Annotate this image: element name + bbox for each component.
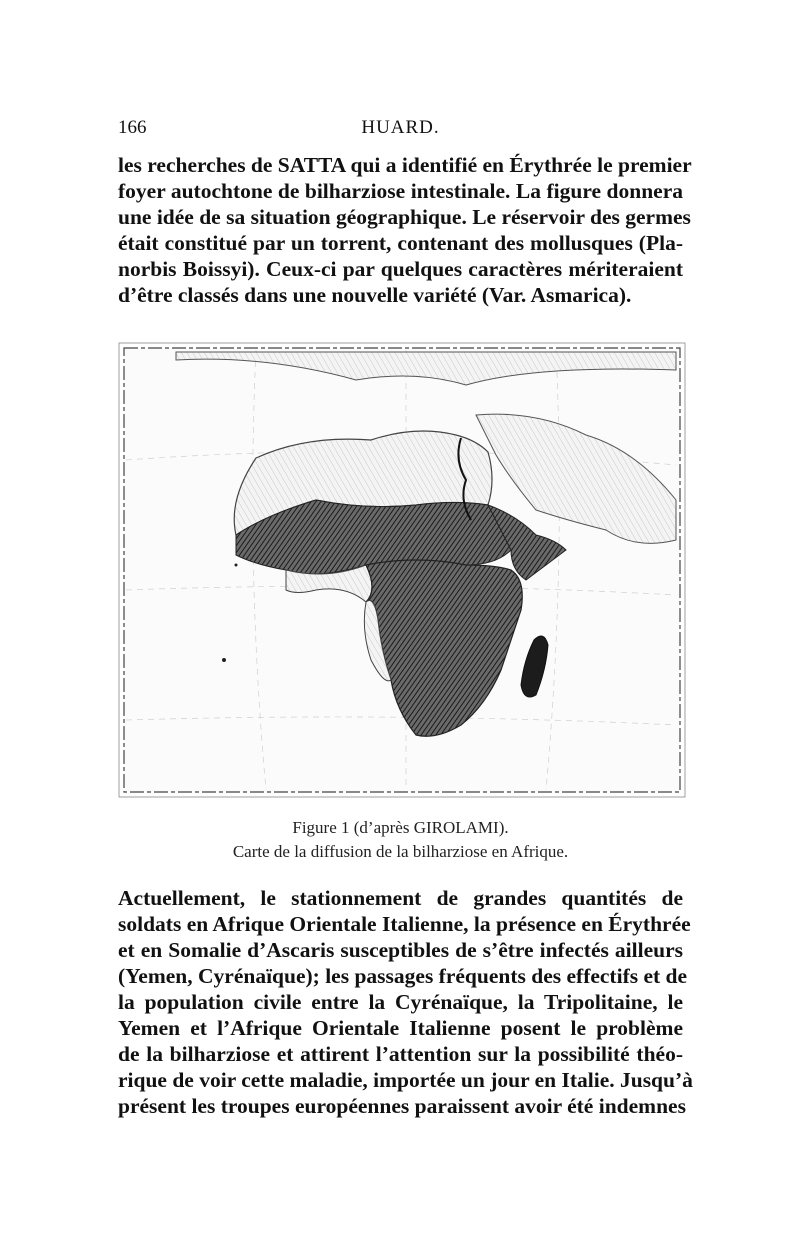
paragraph-2-line: (Yemen, Cyrénaïque); les passages fréquents des effectifs et de bbox=[118, 964, 688, 988]
paragraph-1-line: les recherches de SATTA qui a identifié en Érythrée le premier bbox=[118, 153, 692, 177]
paragraph-2-line: soldats en Afrique Orientale Italienne, la présence en Érythrée bbox=[118, 912, 691, 936]
paragraph-2-line: la population civile entre la Cyrénaïque, la Tripolitaine, le bbox=[118, 990, 683, 1014]
paragraph-2-line: Actuellement, le stationnement de grandes quantités de bbox=[118, 886, 683, 910]
paragraph-2-line: de la bilharziose et attirent l’attention sur la possibilité théo- bbox=[118, 1042, 683, 1066]
africa-map-figure bbox=[116, 340, 688, 800]
paragraph-2-line: présent les troupes européennes paraissent avoir été indemnes bbox=[118, 1094, 686, 1118]
paragraph-1-line: norbis Boissyi). Ceux-ci par quelques caractères mériteraient bbox=[118, 257, 683, 281]
africa-map-image bbox=[116, 340, 688, 800]
paragraph-1-line: foyer autochtone de bilharziose intestinale. La figure donnera bbox=[118, 179, 683, 203]
paragraph-2-line: rique de voir cette maladie, importée un jour en Italie. Jusqu’à bbox=[118, 1068, 693, 1092]
paragraph-1-line: d’être classés dans une nouvelle variété (Var. Asmarica). bbox=[118, 283, 632, 307]
running-head: HUARD. bbox=[361, 117, 440, 138]
paragraph-1-line: une idée de sa situation géographique. Le réservoir des germes bbox=[118, 205, 691, 229]
paragraph-2-line: et en Somalie d’Ascaris susceptibles de s’être infectés ailleurs bbox=[118, 938, 683, 962]
paragraph-1-line: était constitué par un torrent, contenant des mollusques (Pla- bbox=[118, 231, 683, 255]
figure-caption-title: Figure 1 (d’après GIROLAMI). bbox=[292, 818, 509, 837]
paragraph-2 bbox=[118, 885, 693, 1119]
page-header bbox=[118, 117, 683, 143]
figure-caption-description: Carte de la diffusion de la bilharziose en Afrique. bbox=[232, 842, 569, 861]
paragraph-2-line: Yemen et l’Afrique Orientale Italienne posent le problème bbox=[118, 1016, 683, 1040]
paragraph-1 bbox=[118, 152, 692, 308]
page-number: 166 bbox=[118, 117, 147, 138]
